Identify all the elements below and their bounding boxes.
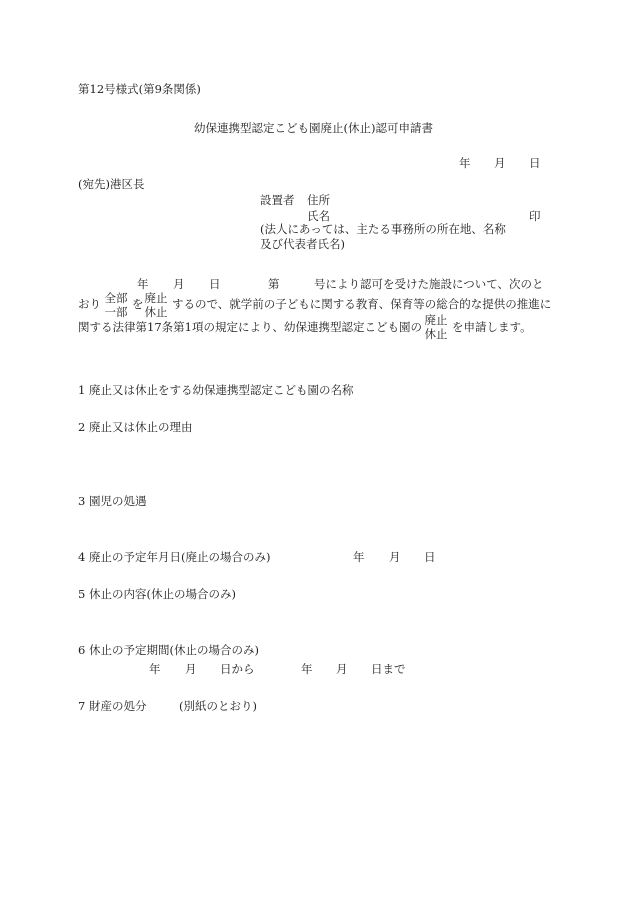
item-3-children-treatment: 3 園児の処遇 xyxy=(78,494,147,508)
action-option-suspend: 休止 xyxy=(144,305,168,319)
addressee: (宛先)港区長 xyxy=(78,177,145,191)
name-label: 氏名 xyxy=(307,209,330,223)
body-line2-rest: するので、就学前の子どもに関する教育、保育等の総合的な提供の推進に xyxy=(172,297,552,311)
action-options xyxy=(143,291,169,319)
body-line3-prefix: 関する法律第17条第1項の規定により、幼保連携型認定こども園の xyxy=(78,320,422,334)
body-dai: 第 xyxy=(268,277,280,291)
body-day: 日 xyxy=(209,277,221,291)
applicant-role: 設置者 xyxy=(260,193,295,207)
item-7-note: (別紙のとおり) xyxy=(179,699,257,713)
action-option-abolish: 廃止 xyxy=(144,291,168,305)
document-title: 幼保連携型認定こども園廃止(休止)認可申請書 xyxy=(194,121,433,135)
date-year: 年 xyxy=(459,156,471,170)
line3-options xyxy=(423,313,449,341)
item-4-day: 日 xyxy=(424,550,436,564)
item-5-suspension-content: 5 休止の内容(休止の場合のみ) xyxy=(78,587,236,601)
line3-option-suspend: 休止 xyxy=(424,327,448,341)
particle-wo: を xyxy=(132,297,144,311)
body-year: 年 xyxy=(137,277,149,291)
date-month: 月 xyxy=(494,156,506,170)
item-6-from-month: 月 xyxy=(185,662,197,676)
body-line2-prefix: おり xyxy=(78,297,101,311)
body-month: 月 xyxy=(173,277,185,291)
body-line3-suffix: を申請します。 xyxy=(452,320,532,334)
line3-option-abolish: 廃止 xyxy=(424,313,448,327)
item-4-month: 月 xyxy=(389,550,401,564)
item-2-reason: 2 廃止又は休止の理由 xyxy=(78,420,193,434)
item-4-year: 年 xyxy=(353,550,365,564)
seal-mark: 印 xyxy=(529,209,541,223)
applicant-note-line2: 及び代表者氏名) xyxy=(260,237,345,251)
body-line1-rest: 号により認可を受けた施設について、次のと xyxy=(314,277,544,291)
date-day: 日 xyxy=(529,156,541,170)
applicant-note-line1: (法人にあっては、主たる事務所の所在地、名称 xyxy=(260,222,506,236)
item-6-to-month: 月 xyxy=(336,662,348,676)
item-6-to-year: 年 xyxy=(301,662,313,676)
item-1-facility-name: 1 廃止又は休止をする幼保連携型認定こども園の名称 xyxy=(78,383,354,397)
scope-option-all: 全部 xyxy=(104,291,128,305)
scope-options xyxy=(103,291,129,319)
form-number: 第12号様式(第9条関係) xyxy=(78,82,201,96)
address-label: 住所 xyxy=(307,193,330,207)
item-4-planned-date: 4 廃止の予定年月日(廃止の場合のみ) xyxy=(78,550,271,564)
item-6-suspension-period: 6 休止の予定期間(休止の場合のみ) xyxy=(78,643,259,657)
item-7-property-disposal: 7 財産の処分 xyxy=(78,699,147,713)
item-6-to-day: 日まで xyxy=(371,662,406,676)
item-6-from-year: 年 xyxy=(149,662,161,676)
item-6-from-day: 日から xyxy=(220,662,255,676)
scope-option-part: 一部 xyxy=(104,305,128,319)
